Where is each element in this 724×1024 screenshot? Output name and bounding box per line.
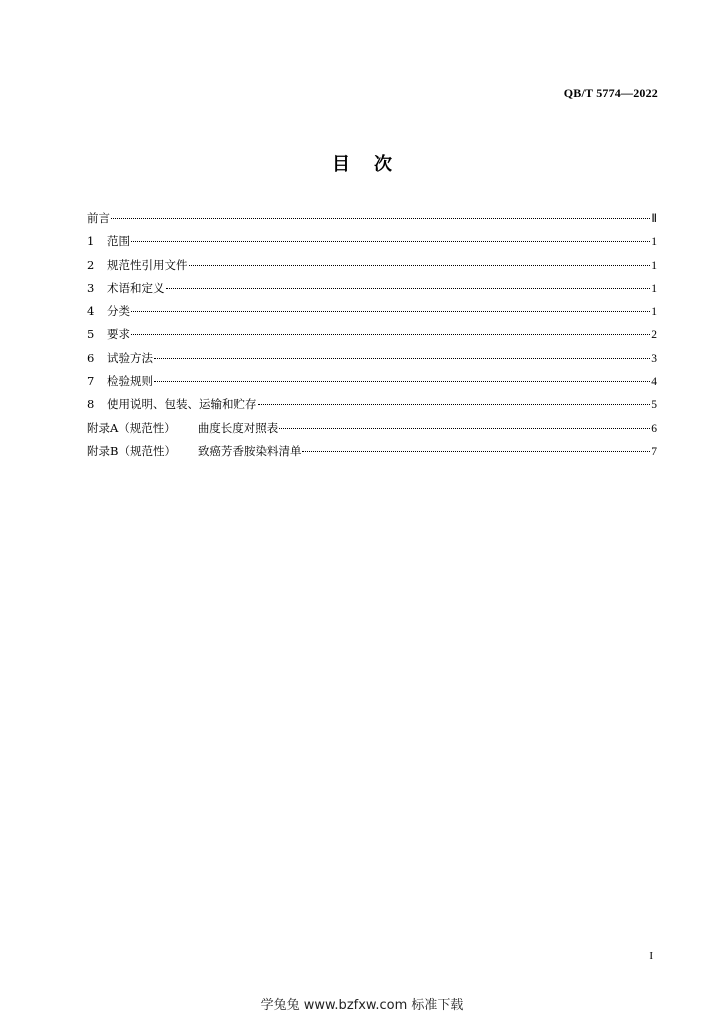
toc-leader-dots bbox=[258, 404, 651, 405]
toc-entry-label: 规范性引用文件 bbox=[107, 257, 188, 272]
toc-entry-3[interactable] bbox=[87, 277, 657, 300]
toc-leader-dots bbox=[302, 451, 650, 452]
toc-leader-dots bbox=[279, 428, 650, 429]
toc-entry-page: 5 bbox=[651, 399, 657, 412]
table-of-contents bbox=[87, 207, 657, 463]
toc-entry-number: 6 bbox=[87, 350, 95, 365]
toc-entry-6[interactable] bbox=[87, 347, 657, 370]
toc-leader-dots bbox=[111, 218, 650, 219]
toc-leader-dots bbox=[131, 334, 650, 335]
toc-entry-4[interactable] bbox=[87, 300, 657, 323]
toc-annex-title: 致癌芳香胺染料清单 bbox=[197, 443, 302, 458]
toc-leader-dots bbox=[154, 381, 650, 382]
toc-entry-number: 2 bbox=[87, 257, 95, 272]
toc-entry-label: 试验方法 bbox=[107, 350, 153, 365]
toc-entry-page: 1 bbox=[651, 306, 657, 319]
toc-entry-2[interactable] bbox=[87, 254, 657, 277]
toc-annex-label: 附录A（规范性） bbox=[87, 420, 176, 435]
toc-entry-label: 检验规则 bbox=[107, 374, 153, 389]
toc-entry-label: 要求 bbox=[107, 327, 130, 342]
toc-leader-dots bbox=[189, 265, 651, 266]
toc-annex-label: 附录B（规范性） bbox=[87, 443, 176, 458]
toc-entry-label: 范围 bbox=[107, 234, 130, 249]
toc-leader-dots bbox=[131, 241, 650, 242]
toc-entry-annex-a[interactable] bbox=[87, 417, 657, 440]
toc-entry-label: 使用说明、包装、运输和贮存 bbox=[107, 397, 257, 412]
toc-entry-number: 8 bbox=[87, 397, 95, 412]
toc-entry-number: 3 bbox=[87, 280, 95, 295]
toc-entry-foreword[interactable] bbox=[87, 207, 657, 230]
toc-annex-title: 曲度长度对照表 bbox=[197, 420, 279, 435]
toc-leader-dots bbox=[154, 358, 650, 359]
toc-entry-annex-b[interactable] bbox=[87, 440, 657, 463]
footer-watermark: 学兔兔 www.bzfxw.com 标准下载 bbox=[260, 998, 464, 1013]
toc-entry-number: 1 bbox=[87, 234, 95, 249]
toc-entry-1[interactable] bbox=[87, 230, 657, 253]
toc-entry-page: 2 bbox=[651, 329, 657, 342]
toc-entry-page: 1 bbox=[651, 259, 657, 272]
toc-entry-number: 7 bbox=[87, 374, 95, 389]
toc-entry-8[interactable] bbox=[87, 393, 657, 416]
toc-entry-page: Ⅱ bbox=[651, 213, 657, 225]
page-title: 目次 bbox=[332, 154, 416, 175]
toc-entry-page: 7 bbox=[651, 445, 657, 458]
toc-entry-page: 1 bbox=[651, 282, 657, 295]
page-number: I bbox=[649, 950, 653, 962]
toc-entry-page: 6 bbox=[651, 422, 657, 435]
toc-entry-label: 前言 bbox=[87, 211, 110, 225]
toc-entry-number: 5 bbox=[87, 327, 95, 342]
toc-entry-page: 1 bbox=[651, 236, 657, 249]
toc-entry-label: 术语和定义 bbox=[107, 280, 165, 295]
toc-leader-dots bbox=[166, 288, 651, 289]
standard-code: QB/T 5774—2022 bbox=[563, 86, 658, 100]
toc-entry-number: 4 bbox=[87, 304, 95, 319]
toc-entry-page: 3 bbox=[651, 352, 657, 365]
toc-leader-dots bbox=[131, 311, 650, 312]
toc-entry-label: 分类 bbox=[107, 304, 130, 319]
toc-entry-5[interactable] bbox=[87, 323, 657, 346]
toc-entry-page: 4 bbox=[651, 376, 657, 389]
toc-entry-7[interactable] bbox=[87, 370, 657, 393]
